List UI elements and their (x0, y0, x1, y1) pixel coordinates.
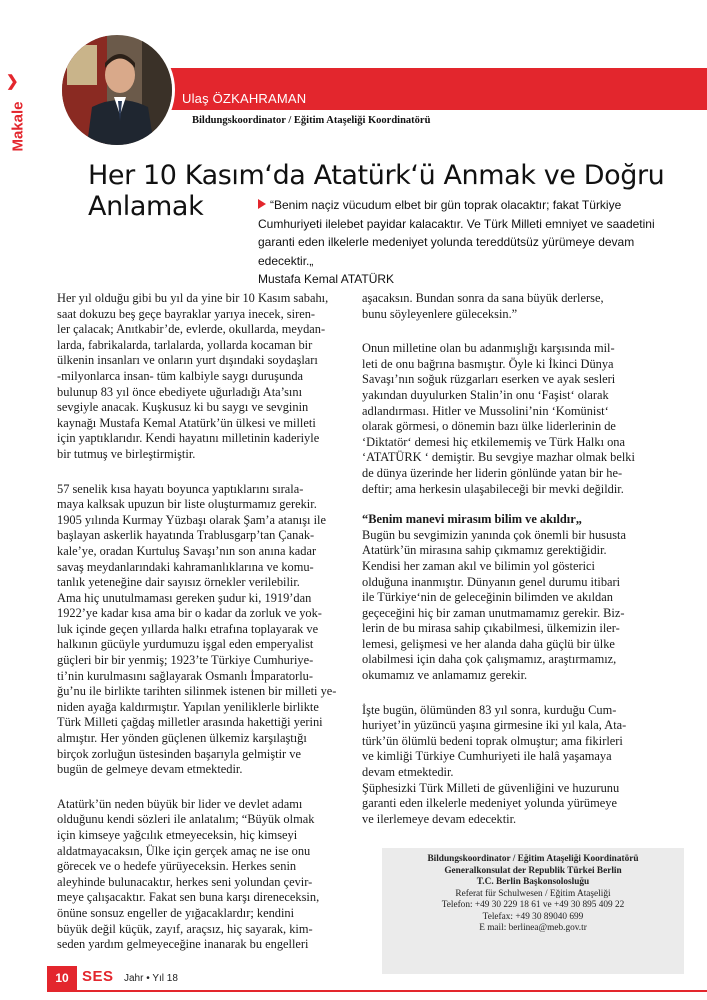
contact-box (382, 848, 684, 974)
footer-rule (47, 990, 707, 992)
paragraph: Her yıl olduğu gibi bu yıl da yine bir 10 Kasım sabahı, saat dokuzu beş geçe bayraklar yarıya inecek, siren- ler çalacak; Anıtkabir’de, evlerde, okullarda, meydan- larda, fabrikalarda, tarlalarda, yollarda kocaman bir ülkenin insanları ve onların yurt dışındaki soydaşları -milyonlarca insan- tüm kalbiyle saygı duruşunda bulunup 83 yıl önce ebediyete uğurladığı Ata’sını sevgiyle anacak. Kuşkusuz ki bu saygı ve sevginin kaynağı Mustafa Kemal Atatürk’ün ülkesi ve milleti için yaptıklarıdır. Kendi hayatını milletinin kaderiyle bir tutmuş ve birleştirmiştir. (57, 291, 329, 461)
paragraph: Bugün bu sevgimizin yanında çok önemli bir hususta Atatürk’ün mirasına sahip çıkmamız gerektiğidir. Kendisi her zaman akıl ve bilimin yol gösterici olduğuna inanmıştır. Dünyanın genel durumu itibari ile Türkiye‘nin de geleceğinin bilimden ve akıldan geçeceğini hiç bir zaman unutmamamız gerekir. Biz- lerin de bu mirasa sahip çıkabilmesi, ülkemizin iler- lemesi, gelişmesi ve her alanda daha güçlü bir ülke olabilmesi için daha çok çalışmamız, araştırmamız, okumamız ve anlamamız gerekir. (362, 527, 626, 683)
paragraph: 57 senelik kısa hayatı boyunca yaptıklarını sırala- maya kalksak upuzun bir liste oluşturmamız gerekir. 1905 yılında Kurmay Yüzbaşı olarak Şam’a atanışı ile başlayan askerlik hayatında Trablusgarp’tan Çanak- kale’ye, oradan Kurtuluş Savaşı’nın son anına kadar savaş meydanlarındaki kahramanlıklarına ve komu- tanlık yeteneğine dair sayısız örnekler verilebilir. Ama hiç unutulmaması gereken şudur ki, 1919’dan 1922’ye kadar kısa ama bir o kadar da zorluk ve yok- luk içinde geçen yıllarda halkı etrafına toplayarak ve halkının gücüyle yurdumuzu işgal eden emperyalist güçleri bir bir yenmiş; 1923’te Türkiye Cumhuriye- ti’nin kurulmasını sağlayarak Osmanlı İmparatorlu- ğu’nu ile birlikte tarihten silinmek istenen bir milleti ye- niden ayağa kaldırmıştır. Yapılan yeniliklerle birlikte Türk Milleti çağdaş milletler arasında hakettiği yerini almıştır. Her yönden güçlenen ülkemiz karşılaştığı birçok zorluğun üstesinden başarıyla gelmiştir ve bugün de gelmeye devam etmektedir. (57, 481, 337, 777)
headline: Her 10 Kasım‘da Atatürk‘ü Anmak ve Doğru Anlamak (88, 160, 665, 222)
paragraph: aşacaksın. Bundan sonra da sana büyük derlerse, bunu söyleyenlere güleceksin.” (362, 291, 604, 321)
paragraph: İşte bugün, ölümünden 83 yıl sonra, kurduğu Cum- huriyet’in yüzüncü yaşına girmesine iki yıl kala, Ata- türk’ün ölümlü bedeni toprak olmuştur; ama fikirleri ve kimliği Türkiye Cumhuriyeti ile halâ yaşamaya devam etmektedir. Şüphesizki Türk Milleti de güvenliğini ve huzurunu garanti eden ilkelerle medeniyet yolunda yürümeye ve ilerlemeye devam edecektir. (362, 702, 627, 826)
subheading: “Benim manevi mirasım bilim ve akıldır„ (362, 512, 582, 527)
contact-phone: Telefon: +49 30 229 18 61 ve +49 30 895 409 22 (441, 900, 625, 910)
section-label: Makale (9, 101, 27, 152)
brand-logo: SES (82, 968, 114, 985)
article-column-left (57, 291, 357, 972)
author-name: Ulaş ÖZKAHRAMAN (182, 91, 307, 106)
quote-attribution: Mustafa Kemal ATATÜRK (258, 272, 395, 287)
paragraph: Onun milletine olan bu adanmışlığı karşısında mil- leti de onu bağrına basmıştır. Öyle ki İkinci Dünya Savaşı’nın soğuk rüzgarları eserken ve ayak sesleri yakından duyulurken Stalin’in onu ‘Faşist‘ olarak adlandırması. Hitler ve Mussolini’nin ‘Komünist‘ olarak görmesi, o dönemin bazı ülke liderlerinin de ‘Diktatör‘ demesi hiç etkilememiş ve Türk Halkı ona ‘ATATÜRK ‘ demiştir. Bu sevgiye mazhar olmak belki de dünya üzerinde her liderin gönlünde yatan bir he- deftir; ama herkesin ulaşabileceği bir mevki değildir. (362, 341, 635, 496)
paragraph: Atatürk’ün neden büyük bir lider ve devlet adamı olduğunu kendi sözleri ile anlatalım; “Büyük olmak için kimseye yağcılık etmeyeceksin, hiç kimseyi aldatmayacaksın, Ülke için gerçek amaç ne ise onu görecek ve o hedefe yürüyeceksin. Herkes senin aleyhinde bulunacaktır, herkes seni yolundan çevir- meye çalışacaktır. Fakat sen buna karşı direneceksin, önüne sonsuz engeller de yığacaklardır; kendini büyük değil küçük, zayıf, araçsız, hiç sayarak, kim- seden yardım gelmeyeceğine inanarak bu engelleri (57, 796, 320, 952)
author-photo (62, 35, 172, 145)
contact-line: T.C. Berlin Başkonsolosluğu (476, 877, 590, 887)
contact-line: Bildungskoordinator / Eğitim Ataşeliği Koordinatörü (427, 854, 639, 864)
arrow-right-icon (258, 199, 266, 209)
contact-line: Referat für Schulwesen / Eğitim Ataşeliği (455, 888, 611, 899)
contact-fax: Telefax: +49 30 89040 699 (482, 911, 584, 922)
chevron-right-icon: ❯ (6, 73, 19, 90)
page-number: 10 (47, 966, 77, 990)
contact-email: E mail: berlinea@meb.gov.tr (479, 923, 587, 933)
lead-quote (258, 196, 678, 289)
issue-info: Jahr • Yıl 18 (124, 973, 178, 984)
quote-text: “Benim naçiz vücudum elbet bir gün toprak olacaktır; fakat Türkiye Cumhuriyeti ilelebet payidar kalacaktır. Ve Türk Milleti emniyet ve saadetini garanti eden ilkelerle medeniyet yolunda tereddütsüz yürümeye devam edecektir.„ (258, 198, 655, 268)
contact-line: Generalkonsulat der Republik Türkei Berlin (444, 865, 622, 876)
author-role: Bildungskoordinator / Eğitim Ataşeliği Koordinatörü (192, 115, 431, 126)
article-column-right (362, 291, 680, 846)
